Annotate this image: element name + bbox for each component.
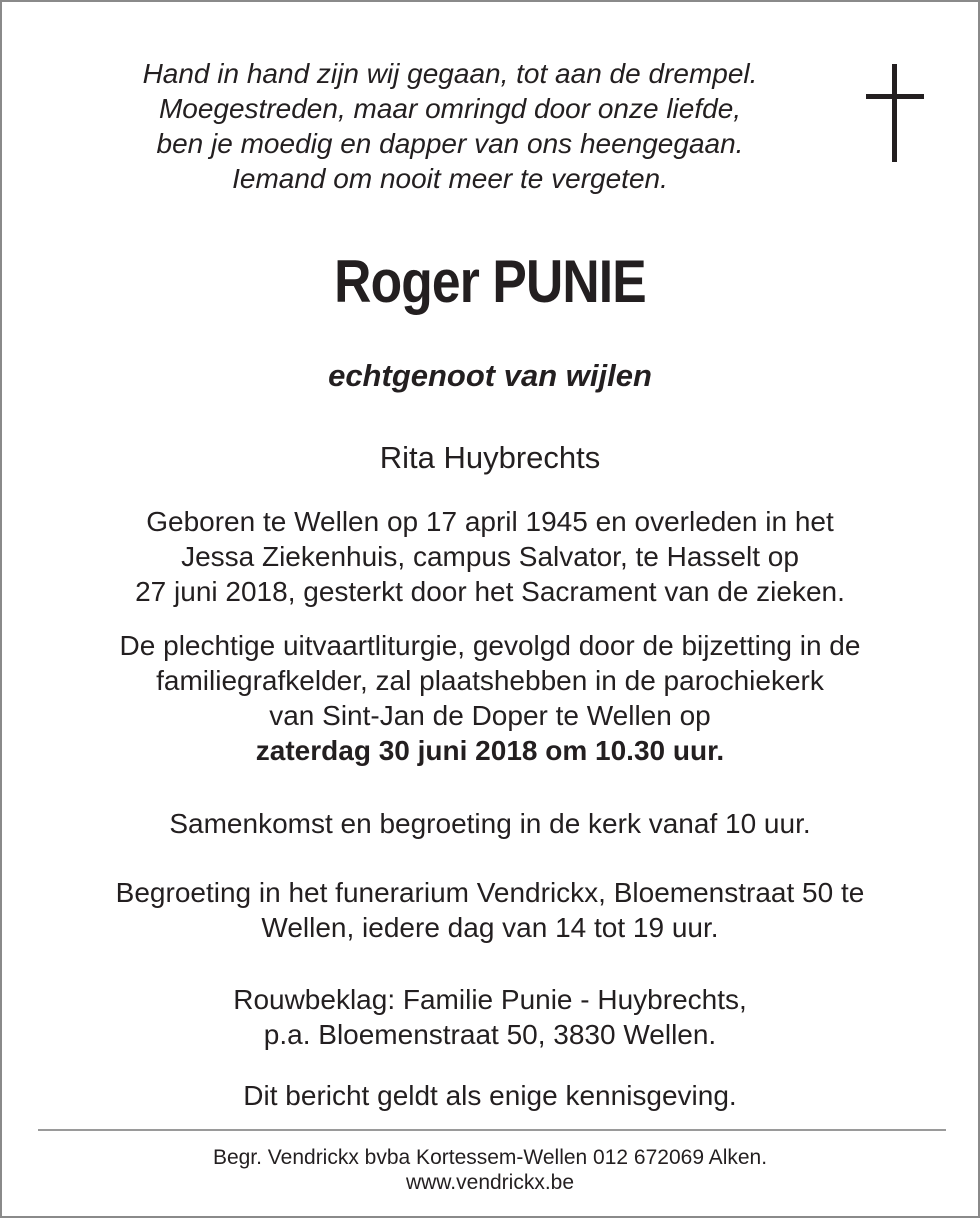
birth-death-line-3: 27 juni 2018, gesterkt door het Sacrament van de zieken. bbox=[135, 576, 845, 607]
poem-line-4: Iemand om nooit meer te vergeten. bbox=[232, 163, 668, 194]
funeral-line-2: familiegrafkelder, zal plaatshebben in de parochiekerk bbox=[156, 665, 824, 696]
birth-death-line-2: Jessa Ziekenhuis, campus Salvator, te Hasselt op bbox=[181, 541, 799, 572]
birth-death-line-1: Geboren te Wellen op 17 april 1945 en overleden in het bbox=[146, 506, 834, 537]
footer-divider bbox=[38, 1129, 946, 1131]
funeral-date: zaterdag 30 juni 2018 om 10.30 uur. bbox=[255, 735, 725, 766]
footer-company: Begr. Vendrickx bvba Kortessem-Wellen 012 672069 Alken. bbox=[212, 1146, 768, 1169]
visitation-line-2: Wellen, iedere dag van 14 tot 19 uur. bbox=[261, 912, 719, 943]
poem-line-2: Moegestreden, maar omringd door onze liefde, bbox=[158, 93, 742, 124]
condolences-line-2: p.a. Bloemenstraat 50, 3830 Wellen. bbox=[263, 1019, 717, 1050]
poem-line-1: Hand in hand zijn wij gegaan, tot aan de drempel. bbox=[142, 58, 758, 89]
deceased-name: Roger PUNIE bbox=[334, 248, 646, 315]
footer-website: www.vendrickx.be bbox=[405, 1171, 575, 1194]
spouse-name: Rita Huybrechts bbox=[379, 440, 601, 475]
visitation-line-1: Begroeting in het funerarium Vendrickx, Bloemenstraat 50 te bbox=[115, 877, 865, 908]
funeral-line-3: van Sint-Jan de Doper te Wellen op bbox=[269, 700, 711, 731]
relation-text: echtgenoot van wijlen bbox=[328, 358, 652, 393]
condolences-line-1: Rouwbeklag: Familie Punie - Huybrechts, bbox=[233, 984, 747, 1015]
notice-text: Dit bericht geldt als enige kennisgeving. bbox=[243, 1080, 737, 1111]
poem-line-3: ben je moedig en dapper van ons heengegaan. bbox=[156, 128, 744, 159]
gathering-text: Samenkomst en begroeting in de kerk vanaf 10 uur. bbox=[169, 808, 811, 839]
funeral-line-1: De plechtige uitvaartliturgie, gevolgd door de bijzetting in de bbox=[119, 630, 861, 661]
